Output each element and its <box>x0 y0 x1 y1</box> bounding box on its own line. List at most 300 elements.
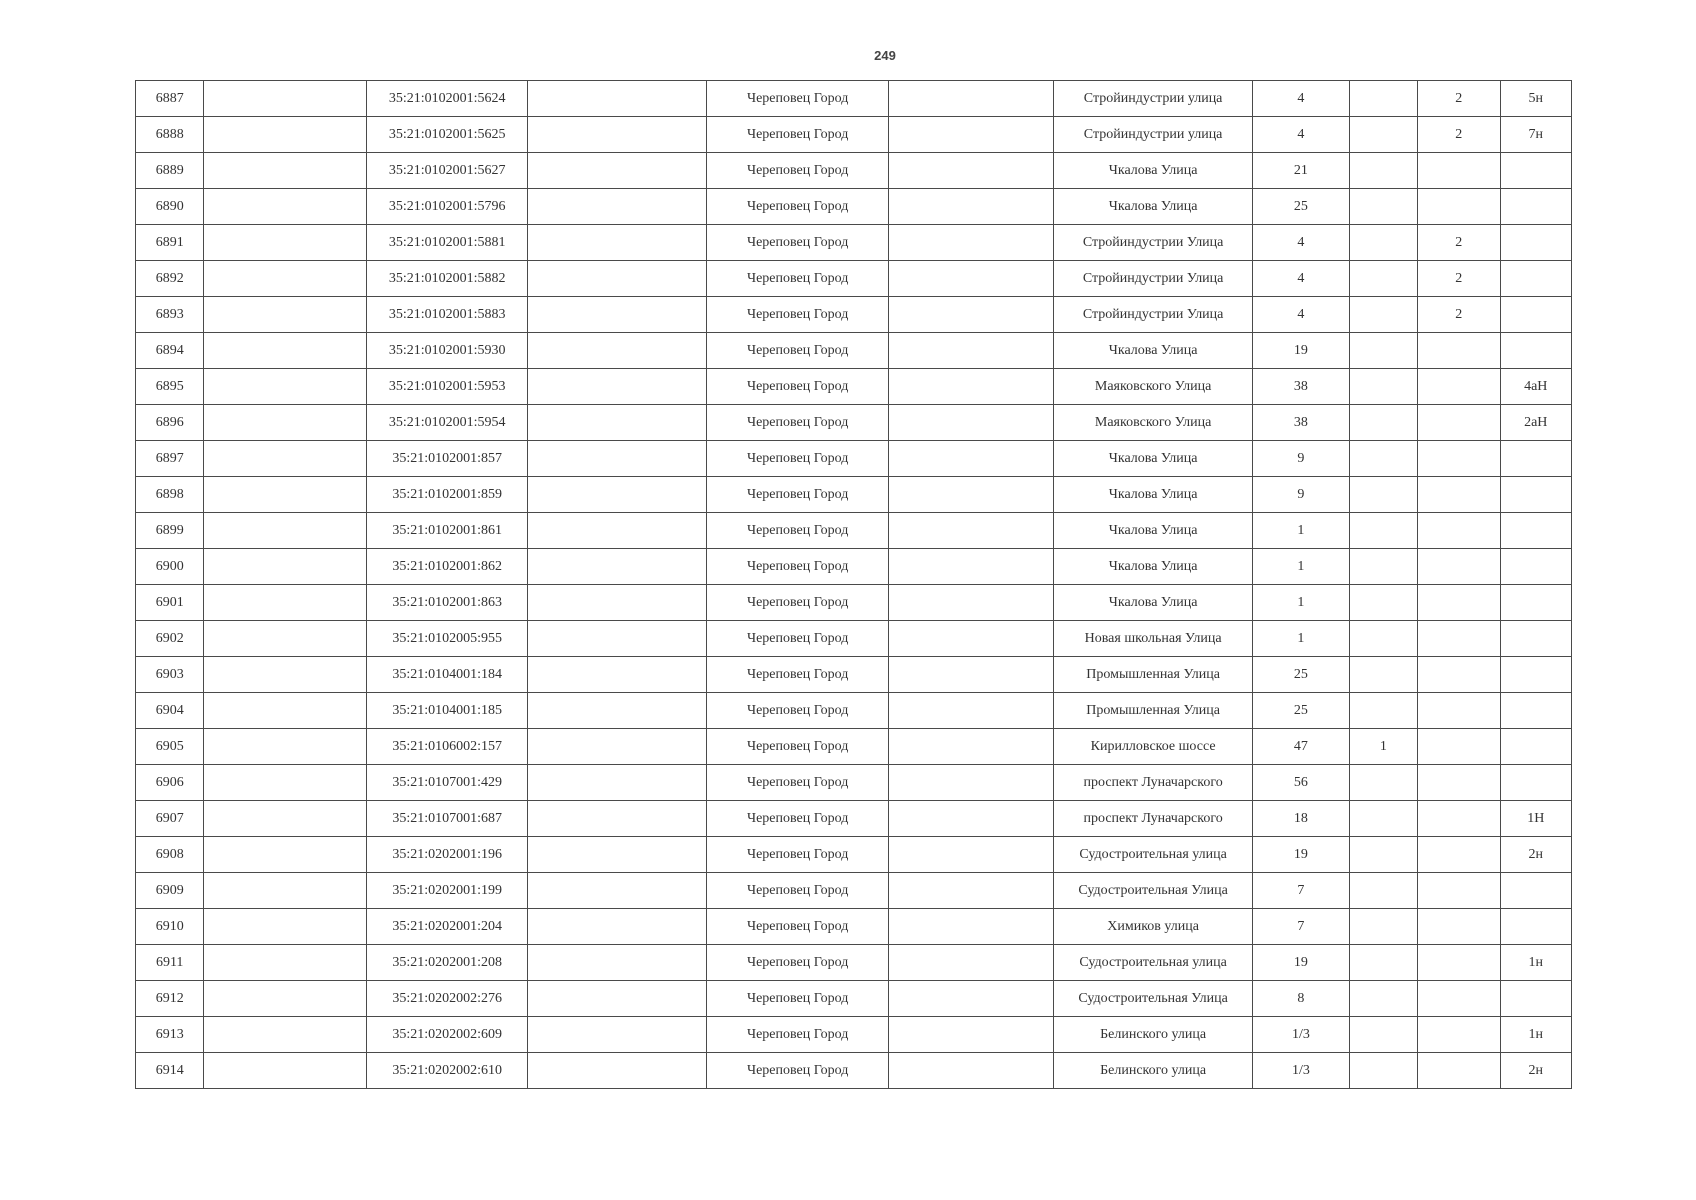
house-number-cell: 4 <box>1253 81 1350 117</box>
premises-cell <box>1500 513 1571 549</box>
empty-cell-a <box>204 909 367 945</box>
empty-cell-a <box>204 441 367 477</box>
empty-cell-b <box>528 801 707 837</box>
table-body <box>136 81 1572 1089</box>
empty-cell-c <box>889 837 1054 873</box>
cadastral-number-cell: 35:21:0202002:276 <box>367 981 528 1017</box>
structure-cell: 2 <box>1418 225 1500 261</box>
house-number-cell: 4 <box>1253 297 1350 333</box>
page-number: 249 <box>874 48 896 63</box>
row-number-cell: 6892 <box>136 261 204 297</box>
structure-cell <box>1418 981 1500 1017</box>
house-number-cell: 19 <box>1253 333 1350 369</box>
empty-cell-c <box>889 873 1054 909</box>
cadastral-number-cell: 35:21:0102001:5624 <box>367 81 528 117</box>
structure-cell <box>1418 801 1500 837</box>
building-cell <box>1349 369 1417 405</box>
street-cell: Чкалова Улица <box>1054 549 1253 585</box>
empty-cell-b <box>528 945 707 981</box>
street-cell: Белинского улица <box>1054 1053 1253 1089</box>
street-cell: проспект Луначарского <box>1054 765 1253 801</box>
empty-cell-b <box>528 1053 707 1089</box>
street-cell: Химиков улица <box>1054 909 1253 945</box>
building-cell <box>1349 477 1417 513</box>
building-cell <box>1349 153 1417 189</box>
table-row <box>136 945 1572 981</box>
building-cell <box>1349 837 1417 873</box>
row-number-cell: 6914 <box>136 1053 204 1089</box>
premises-cell <box>1500 909 1571 945</box>
table-row <box>136 117 1572 153</box>
cadastral-number-cell: 35:21:0107001:429 <box>367 765 528 801</box>
table-row <box>136 333 1572 369</box>
street-cell: Стройиндустрии Улица <box>1054 225 1253 261</box>
table-row <box>136 297 1572 333</box>
street-cell: проспект Луначарского <box>1054 801 1253 837</box>
empty-cell-c <box>889 945 1054 981</box>
table-row <box>136 81 1572 117</box>
building-cell <box>1349 801 1417 837</box>
cadastral-number-cell: 35:21:0202001:199 <box>367 873 528 909</box>
house-number-cell: 38 <box>1253 405 1350 441</box>
empty-cell-b <box>528 729 707 765</box>
locality-cell: Череповец Город <box>707 765 889 801</box>
empty-cell-b <box>528 873 707 909</box>
table-row <box>136 765 1572 801</box>
house-number-cell: 56 <box>1253 765 1350 801</box>
row-number-cell: 6895 <box>136 369 204 405</box>
locality-cell: Череповец Город <box>707 657 889 693</box>
empty-cell-c <box>889 297 1054 333</box>
table-row <box>136 621 1572 657</box>
premises-cell <box>1500 297 1571 333</box>
building-cell <box>1349 765 1417 801</box>
structure-cell <box>1418 513 1500 549</box>
empty-cell-a <box>204 189 367 225</box>
row-number-cell: 6906 <box>136 765 204 801</box>
empty-cell-a <box>204 333 367 369</box>
cadastral-number-cell: 35:21:0102001:5625 <box>367 117 528 153</box>
premises-cell: 1Н <box>1500 801 1571 837</box>
street-cell: Чкалова Улица <box>1054 153 1253 189</box>
cadastral-number-cell: 35:21:0202001:204 <box>367 909 528 945</box>
empty-cell-a <box>204 477 367 513</box>
street-cell: Судостроительная улица <box>1054 837 1253 873</box>
row-number-cell: 6910 <box>136 909 204 945</box>
empty-cell-b <box>528 621 707 657</box>
cadastral-number-cell: 35:21:0104001:185 <box>367 693 528 729</box>
locality-cell: Череповец Город <box>707 513 889 549</box>
building-cell <box>1349 261 1417 297</box>
building-cell <box>1349 225 1417 261</box>
house-number-cell: 19 <box>1253 837 1350 873</box>
empty-cell-b <box>528 261 707 297</box>
empty-cell-b <box>528 585 707 621</box>
locality-cell: Череповец Город <box>707 585 889 621</box>
premises-cell <box>1500 765 1571 801</box>
cadastral-number-cell: 35:21:0102001:859 <box>367 477 528 513</box>
row-number-cell: 6900 <box>136 549 204 585</box>
row-number-cell: 6908 <box>136 837 204 873</box>
cadastral-number-cell: 35:21:0102005:955 <box>367 621 528 657</box>
empty-cell-b <box>528 1017 707 1053</box>
empty-cell-c <box>889 765 1054 801</box>
structure-cell <box>1418 909 1500 945</box>
empty-cell-c <box>889 369 1054 405</box>
structure-cell: 2 <box>1418 81 1500 117</box>
row-number-cell: 6905 <box>136 729 204 765</box>
locality-cell: Череповец Город <box>707 477 889 513</box>
house-number-cell: 1/3 <box>1253 1053 1350 1089</box>
structure-cell <box>1418 693 1500 729</box>
empty-cell-a <box>204 297 367 333</box>
empty-cell-c <box>889 729 1054 765</box>
row-number-cell: 6887 <box>136 81 204 117</box>
locality-cell: Череповец Город <box>707 333 889 369</box>
structure-cell <box>1418 549 1500 585</box>
premises-cell <box>1500 621 1571 657</box>
empty-cell-c <box>889 189 1054 225</box>
premises-cell <box>1500 333 1571 369</box>
locality-cell: Череповец Город <box>707 81 889 117</box>
premises-cell: 1н <box>1500 1017 1571 1053</box>
empty-cell-a <box>204 369 367 405</box>
empty-cell-c <box>889 333 1054 369</box>
cadastral-number-cell: 35:21:0102001:5627 <box>367 153 528 189</box>
house-number-cell: 9 <box>1253 441 1350 477</box>
structure-cell <box>1418 657 1500 693</box>
empty-cell-b <box>528 189 707 225</box>
street-cell: Судостроительная Улица <box>1054 981 1253 1017</box>
empty-cell-a <box>204 1053 367 1089</box>
cadastral-number-cell: 35:21:0106002:157 <box>367 729 528 765</box>
table-row <box>136 405 1572 441</box>
structure-cell <box>1418 477 1500 513</box>
empty-cell-b <box>528 81 707 117</box>
locality-cell: Череповец Город <box>707 873 889 909</box>
empty-cell-b <box>528 549 707 585</box>
row-number-cell: 6894 <box>136 333 204 369</box>
building-cell <box>1349 117 1417 153</box>
empty-cell-a <box>204 585 367 621</box>
house-number-cell: 18 <box>1253 801 1350 837</box>
locality-cell: Череповец Город <box>707 981 889 1017</box>
building-cell <box>1349 585 1417 621</box>
street-cell: Промышленная Улица <box>1054 657 1253 693</box>
locality-cell: Череповец Город <box>707 297 889 333</box>
building-cell <box>1349 909 1417 945</box>
structure-cell <box>1418 729 1500 765</box>
house-number-cell: 4 <box>1253 117 1350 153</box>
street-cell: Маяковского Улица <box>1054 369 1253 405</box>
row-number-cell: 6903 <box>136 657 204 693</box>
empty-cell-a <box>204 981 367 1017</box>
empty-cell-a <box>204 873 367 909</box>
house-number-cell: 7 <box>1253 909 1350 945</box>
empty-cell-a <box>204 945 367 981</box>
row-number-cell: 6890 <box>136 189 204 225</box>
empty-cell-a <box>204 153 367 189</box>
locality-cell: Череповец Город <box>707 945 889 981</box>
structure-cell: 2 <box>1418 297 1500 333</box>
building-cell: 1 <box>1349 729 1417 765</box>
empty-cell-c <box>889 477 1054 513</box>
row-number-cell: 6912 <box>136 981 204 1017</box>
empty-cell-b <box>528 225 707 261</box>
house-number-cell: 21 <box>1253 153 1350 189</box>
row-number-cell: 6897 <box>136 441 204 477</box>
table-row <box>136 369 1572 405</box>
structure-cell <box>1418 945 1500 981</box>
empty-cell-c <box>889 909 1054 945</box>
cadastral-number-cell: 35:21:0102001:5882 <box>367 261 528 297</box>
cadastral-number-cell: 35:21:0102001:5881 <box>367 225 528 261</box>
empty-cell-a <box>204 693 367 729</box>
empty-cell-b <box>528 981 707 1017</box>
premises-cell: 7н <box>1500 117 1571 153</box>
empty-cell-c <box>889 513 1054 549</box>
row-number-cell: 6901 <box>136 585 204 621</box>
empty-cell-c <box>889 81 1054 117</box>
locality-cell: Череповец Город <box>707 189 889 225</box>
cadastral-number-cell: 35:21:0102001:5796 <box>367 189 528 225</box>
table-row <box>136 657 1572 693</box>
premises-cell <box>1500 549 1571 585</box>
premises-cell: 2н <box>1500 1053 1571 1089</box>
building-cell <box>1349 1053 1417 1089</box>
empty-cell-b <box>528 117 707 153</box>
house-number-cell: 4 <box>1253 225 1350 261</box>
empty-cell-a <box>204 801 367 837</box>
empty-cell-b <box>528 513 707 549</box>
empty-cell-c <box>889 405 1054 441</box>
street-cell: Чкалова Улица <box>1054 189 1253 225</box>
structure-cell <box>1418 765 1500 801</box>
building-cell <box>1349 297 1417 333</box>
street-cell: Судостроительная улица <box>1054 945 1253 981</box>
building-cell <box>1349 981 1417 1017</box>
empty-cell-b <box>528 477 707 513</box>
empty-cell-b <box>528 441 707 477</box>
street-cell: Новая школьная Улица <box>1054 621 1253 657</box>
empty-cell-c <box>889 981 1054 1017</box>
table-row <box>136 585 1572 621</box>
house-number-cell: 1/3 <box>1253 1017 1350 1053</box>
street-cell: Судостроительная Улица <box>1054 873 1253 909</box>
cadastral-number-cell: 35:21:0102001:5930 <box>367 333 528 369</box>
empty-cell-b <box>528 333 707 369</box>
row-number-cell: 6907 <box>136 801 204 837</box>
cadastral-number-cell: 35:21:0102001:5883 <box>367 297 528 333</box>
premises-cell: 5н <box>1500 81 1571 117</box>
locality-cell: Череповец Город <box>707 225 889 261</box>
empty-cell-c <box>889 585 1054 621</box>
structure-cell <box>1418 1053 1500 1089</box>
row-number-cell: 6893 <box>136 297 204 333</box>
house-number-cell: 1 <box>1253 513 1350 549</box>
premises-cell <box>1500 189 1571 225</box>
house-number-cell: 7 <box>1253 873 1350 909</box>
house-number-cell: 1 <box>1253 621 1350 657</box>
empty-cell-c <box>889 153 1054 189</box>
empty-cell-a <box>204 117 367 153</box>
premises-cell <box>1500 729 1571 765</box>
empty-cell-c <box>889 693 1054 729</box>
building-cell <box>1349 441 1417 477</box>
cadastral-number-cell: 35:21:0102001:862 <box>367 549 528 585</box>
structure-cell <box>1418 333 1500 369</box>
locality-cell: Череповец Город <box>707 153 889 189</box>
row-number-cell: 6913 <box>136 1017 204 1053</box>
house-number-cell: 1 <box>1253 549 1350 585</box>
building-cell <box>1349 333 1417 369</box>
premises-cell <box>1500 873 1571 909</box>
cadastral-number-cell: 35:21:0202002:609 <box>367 1017 528 1053</box>
row-number-cell: 6911 <box>136 945 204 981</box>
empty-cell-a <box>204 837 367 873</box>
empty-cell-c <box>889 1017 1054 1053</box>
table-row <box>136 981 1572 1017</box>
street-cell: Чкалова Улица <box>1054 585 1253 621</box>
structure-cell <box>1418 1017 1500 1053</box>
row-number-cell: 6909 <box>136 873 204 909</box>
building-cell <box>1349 189 1417 225</box>
table-row <box>136 513 1572 549</box>
row-number-cell: 6902 <box>136 621 204 657</box>
building-cell <box>1349 549 1417 585</box>
street-cell: Чкалова Улица <box>1054 441 1253 477</box>
building-cell <box>1349 405 1417 441</box>
street-cell: Кирилловское шоссе <box>1054 729 1253 765</box>
empty-cell-a <box>204 765 367 801</box>
house-number-cell: 1 <box>1253 585 1350 621</box>
premises-cell <box>1500 441 1571 477</box>
empty-cell-a <box>204 513 367 549</box>
structure-cell <box>1418 585 1500 621</box>
empty-cell-c <box>889 441 1054 477</box>
locality-cell: Череповец Город <box>707 693 889 729</box>
table-row <box>136 693 1572 729</box>
structure-cell <box>1418 189 1500 225</box>
cadastral-number-cell: 35:21:0202001:208 <box>367 945 528 981</box>
premises-cell: 1н <box>1500 945 1571 981</box>
structure-cell <box>1418 621 1500 657</box>
empty-cell-b <box>528 765 707 801</box>
cadastral-number-cell: 35:21:0102001:861 <box>367 513 528 549</box>
cadastral-number-cell: 35:21:0202001:196 <box>367 837 528 873</box>
table-row <box>136 549 1572 585</box>
locality-cell: Череповец Город <box>707 801 889 837</box>
premises-cell <box>1500 657 1571 693</box>
empty-cell-a <box>204 621 367 657</box>
empty-cell-b <box>528 369 707 405</box>
locality-cell: Череповец Город <box>707 549 889 585</box>
structure-cell <box>1418 873 1500 909</box>
premises-cell <box>1500 261 1571 297</box>
structure-cell <box>1418 153 1500 189</box>
building-cell <box>1349 657 1417 693</box>
empty-cell-a <box>204 261 367 297</box>
empty-cell-c <box>889 801 1054 837</box>
house-number-cell: 4 <box>1253 261 1350 297</box>
table-row <box>136 1017 1572 1053</box>
row-number-cell: 6899 <box>136 513 204 549</box>
premises-cell <box>1500 981 1571 1017</box>
structure-cell: 2 <box>1418 261 1500 297</box>
table-row <box>136 189 1572 225</box>
table-row <box>136 441 1572 477</box>
table-row <box>136 261 1572 297</box>
house-number-cell: 9 <box>1253 477 1350 513</box>
cadastral-number-cell: 35:21:0102001:5953 <box>367 369 528 405</box>
premises-cell: 2н <box>1500 837 1571 873</box>
row-number-cell: 6896 <box>136 405 204 441</box>
premises-cell <box>1500 153 1571 189</box>
street-cell: Стройиндустрии Улица <box>1054 297 1253 333</box>
house-number-cell: 8 <box>1253 981 1350 1017</box>
structure-cell <box>1418 405 1500 441</box>
building-cell <box>1349 513 1417 549</box>
table-row <box>136 873 1572 909</box>
empty-cell-a <box>204 1017 367 1053</box>
empty-cell-b <box>528 909 707 945</box>
locality-cell: Череповец Город <box>707 441 889 477</box>
locality-cell: Череповец Город <box>707 621 889 657</box>
empty-cell-b <box>528 693 707 729</box>
table-row <box>136 477 1572 513</box>
building-cell <box>1349 81 1417 117</box>
row-number-cell: 6898 <box>136 477 204 513</box>
street-cell: Промышленная Улица <box>1054 693 1253 729</box>
house-number-cell: 25 <box>1253 657 1350 693</box>
table-row <box>136 153 1572 189</box>
property-registry-table <box>135 80 1572 1089</box>
empty-cell-a <box>204 549 367 585</box>
empty-cell-c <box>889 117 1054 153</box>
empty-cell-a <box>204 225 367 261</box>
table-row <box>136 801 1572 837</box>
street-cell: Чкалова Улица <box>1054 477 1253 513</box>
locality-cell: Череповец Город <box>707 405 889 441</box>
building-cell <box>1349 873 1417 909</box>
locality-cell: Череповец Город <box>707 909 889 945</box>
structure-cell <box>1418 369 1500 405</box>
empty-cell-b <box>528 837 707 873</box>
premises-cell <box>1500 693 1571 729</box>
table-row <box>136 909 1572 945</box>
locality-cell: Череповец Город <box>707 117 889 153</box>
empty-cell-a <box>204 729 367 765</box>
cadastral-number-cell: 35:21:0102001:857 <box>367 441 528 477</box>
house-number-cell: 19 <box>1253 945 1350 981</box>
premises-cell <box>1500 225 1571 261</box>
table-row <box>136 225 1572 261</box>
structure-cell: 2 <box>1418 117 1500 153</box>
cadastral-number-cell: 35:21:0102001:5954 <box>367 405 528 441</box>
street-cell: Стройиндустрии улица <box>1054 117 1253 153</box>
empty-cell-a <box>204 405 367 441</box>
cadastral-number-cell: 35:21:0202002:610 <box>367 1053 528 1089</box>
locality-cell: Череповец Город <box>707 1053 889 1089</box>
street-cell: Белинского улица <box>1054 1017 1253 1053</box>
empty-cell-b <box>528 405 707 441</box>
locality-cell: Череповец Город <box>707 729 889 765</box>
street-cell: Стройиндустрии Улица <box>1054 261 1253 297</box>
table-row <box>136 729 1572 765</box>
cadastral-number-cell: 35:21:0107001:687 <box>367 801 528 837</box>
empty-cell-a <box>204 81 367 117</box>
house-number-cell: 47 <box>1253 729 1350 765</box>
